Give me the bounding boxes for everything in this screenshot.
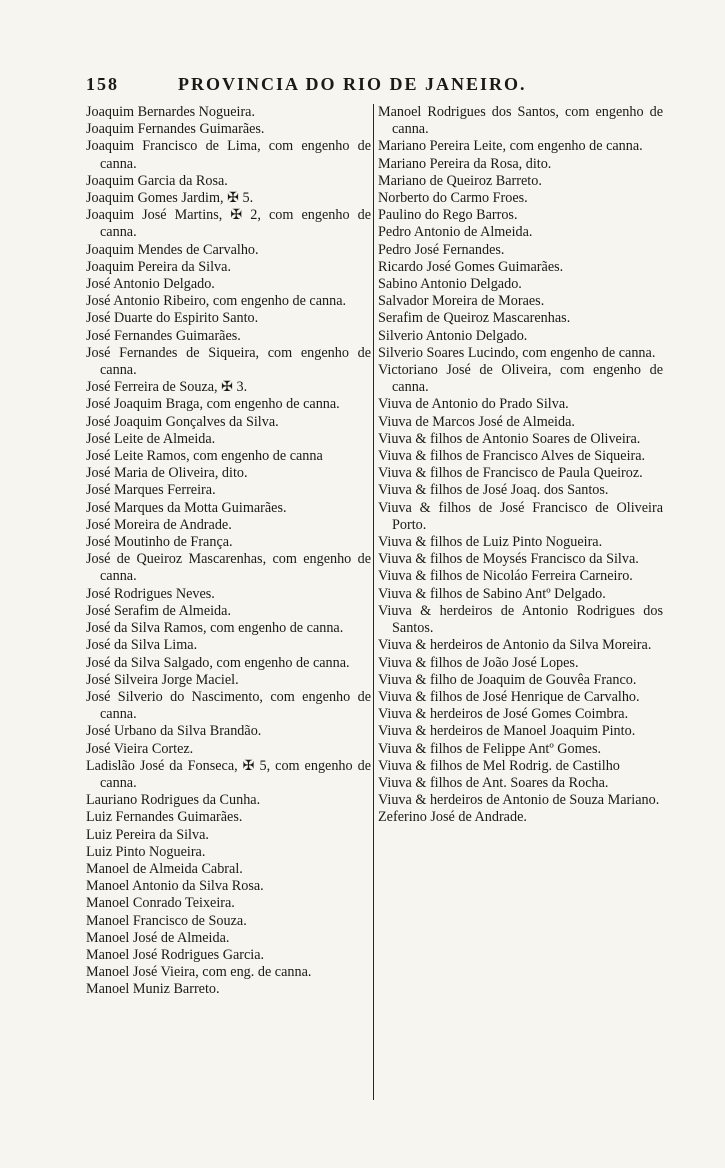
page-header	[86, 74, 664, 98]
directory-entry: José Antonio Delgado.	[86, 276, 215, 293]
directory-entry: José Maria de Oliveira, dito.	[86, 465, 248, 482]
directory-entry: Mariano Pereira Leite, com engenho de canna.	[378, 138, 643, 155]
directory-entry: Ricardo José Gomes Guimarães.	[378, 258, 564, 275]
directory-entry: José Fernandes Guimarães.	[86, 327, 241, 344]
directory-entry: Viuva & filhos de José Joaq. dos Santos.	[378, 482, 609, 499]
directory-entry: José da Silva Lima.	[86, 637, 198, 654]
directory-entry: Joaquim Bernardes Nogueira.	[86, 104, 256, 120]
directory-entry: Silverio Soares Lucindo, com engenho de canna.	[378, 344, 656, 361]
left-column	[86, 104, 371, 999]
directory-entry: José Marques da Motta Guimarães.	[86, 499, 287, 516]
directory-entry: Viuva & filhos de Moysés Francisco da Silva.	[378, 551, 639, 568]
directory-entry: Mariano Pereira da Rosa, dito.	[378, 155, 552, 172]
directory-entry: Viuva & filhos de Felippe Antº Gomes.	[378, 740, 602, 757]
directory-entry: Viuva & herdeiros de José Gomes Coimbra.	[378, 706, 629, 723]
page-number: 158	[86, 74, 119, 94]
directory-entry: José da Silva Ramos, com engenho de canna.	[86, 620, 344, 637]
directory-entry: Viuva & filhos de Ant. Soares da Rocha.	[378, 774, 609, 791]
directory-entry: Viuva & herdeiros de Manoel Joaquim Pinto.	[378, 723, 636, 740]
directory-entry: Salvador Moreira de Moraes.	[378, 293, 545, 310]
directory-entry: Viuva & herdeiros de Antonio de Souza Mariano.	[378, 792, 660, 809]
directory-entry: Ladislão José da Fonseca, ✠ 5, com engenho de canna.	[86, 757, 371, 791]
directory-entry: Manoel Conrado Teixeira.	[86, 895, 235, 912]
directory-entry: Luiz Fernandes Guimarães.	[86, 809, 243, 826]
directory-entry: Viuva de Marcos José de Almeida.	[378, 413, 575, 430]
directory-entry: Viuva & filhos de João José Lopes.	[378, 654, 579, 671]
directory-entry: José Urbano da Silva Brandão.	[86, 723, 262, 740]
directory-entry: Viuva de Antonio do Prado Silva.	[378, 396, 569, 413]
directory-entry: Viuva & filhos de Mel Rodrig. de Castilho	[378, 757, 620, 774]
directory-entry: Manoel José de Almeida.	[86, 929, 230, 946]
directory-entry: José Joaquim Braga, com engenho de canna.	[86, 396, 340, 413]
directory-entry: José Moutinho de França.	[86, 534, 233, 551]
directory-entry: Joaquim Mendes de Carvalho.	[86, 241, 259, 258]
directory-entry: Joaquim Garcia da Rosa.	[86, 172, 228, 189]
directory-entry: Manoel Muniz Barreto.	[86, 981, 220, 998]
directory-entry: José Joaquim Gonçalves da Silva.	[86, 413, 279, 430]
directory-entry: Pedro José Fernandes.	[378, 241, 505, 258]
directory-entry: Serafim de Queiroz Mascarenhas.	[378, 310, 571, 327]
directory-entry: Viuva & filho de Joaquim de Gouvêa Franco.	[378, 671, 637, 688]
directory-entry: José Silverio do Nascimento, com engenho de canna.	[86, 688, 371, 723]
directory-entry: José Marques Ferreira.	[86, 482, 216, 499]
directory-entry: José Leite Ramos, com engenho de canna	[86, 448, 323, 465]
directory-entry: Manoel de Almeida Cabral.	[86, 860, 243, 877]
directory-entry: Paulino do Rego Barros.	[378, 207, 518, 224]
directory-entry: José Duarte do Espirito Santo.	[86, 310, 259, 327]
directory-entry: Silverio Antonio Delgado.	[378, 327, 528, 344]
directory-entry: Viuva & filhos de Antonio Soares de Oliveira.	[378, 430, 641, 447]
directory-entry: José Antonio Ribeiro, com engenho de canna.	[86, 293, 347, 310]
directory-entry: Zeferino José de Andrade.	[378, 809, 527, 826]
directory-entry: Joaquim Pereira da Silva.	[86, 258, 231, 275]
directory-entry: Manoel Francisco de Souza.	[86, 912, 247, 929]
directory-entry: José Fernandes de Siqueira, com engenho de canna.	[86, 344, 371, 379]
directory-entry: Manoel José Vieira, com eng. de canna.	[86, 964, 312, 981]
directory-entry: José Silveira Jorge Maciel.	[86, 671, 239, 688]
directory-entry: Viuva & filhos de Sabino Antº Delgado.	[378, 585, 606, 602]
column-divider	[373, 104, 374, 1100]
directory-entry: Joaquim Gomes Jardim, ✠ 5.	[86, 190, 254, 207]
directory-entry: Viuva & filhos de José Henrique de Carvalho.	[378, 688, 640, 705]
directory-entry: Viuva & herdeiros de Antonio Rodrigues dos Santos.	[378, 602, 663, 637]
right-column	[378, 104, 663, 827]
directory-entry: Lauriano Rodrigues da Cunha.	[86, 792, 261, 809]
directory-entry: José Serafim de Almeida.	[86, 602, 231, 619]
directory-entry: José Vieira Cortez.	[86, 740, 194, 757]
directory-entry: Joaquim Francisco de Lima, com engenho de canna.	[86, 138, 371, 172]
directory-entry: Pedro Antonio de Almeida.	[378, 224, 533, 241]
directory-entry: Viuva & filhos de Francisco Alves de Siqueira.	[378, 448, 646, 465]
directory-entry: José Leite de Almeida.	[86, 430, 216, 447]
directory-entry: José de Queiroz Mascarenhas, com engenho de canna.	[86, 551, 371, 585]
directory-entry: Luiz Pinto Nogueira.	[86, 843, 206, 860]
directory-entry: José da Silva Salgado, com engenho de canna.	[86, 654, 350, 671]
running-title: PROVINCIA DO RIO DE JANEIRO.	[178, 74, 527, 94]
directory-entry: Joaquim José Martins, ✠ 2, com engenho de canna.	[86, 207, 371, 241]
directory-entry: Manoel Antonio da Silva Rosa.	[86, 878, 264, 895]
directory-entry: Manoel José Rodrigues Garcia.	[86, 946, 265, 963]
directory-entry: José Ferreira de Souza, ✠ 3.	[86, 379, 248, 396]
directory-entry: Viuva & filhos de Nicoláo Ferreira Carneiro.	[378, 568, 633, 585]
directory-entry: Viuva & filhos de Luiz Pinto Nogueira.	[378, 534, 603, 551]
directory-entry: Mariano de Queiroz Barreto.	[378, 172, 542, 189]
directory-entry: Joaquim Fernandes Guimarães.	[86, 121, 265, 138]
directory-entry: Victoriano José de Oliveira, com engenho de canna.	[378, 362, 663, 396]
directory-entry: Luiz Pereira da Silva.	[86, 826, 209, 843]
directory-entry: Viuva & filhos de Francisco de Paula Queiroz.	[378, 465, 643, 482]
directory-entry: Viuva & filhos de José Francisco de Oliveira Porto.	[378, 499, 663, 533]
directory-entry: José Moreira de Andrade.	[86, 516, 232, 533]
directory-entry: Viuva & herdeiros de Antonio da Silva Moreira.	[378, 637, 652, 654]
directory-entry: Sabino Antonio Delgado.	[378, 276, 522, 293]
directory-entry: José Rodrigues Neves.	[86, 585, 215, 602]
directory-entry: Norberto do Carmo Froes.	[378, 190, 528, 207]
directory-entry: Manoel Rodrigues dos Santos, com engenho de canna.	[378, 104, 663, 138]
